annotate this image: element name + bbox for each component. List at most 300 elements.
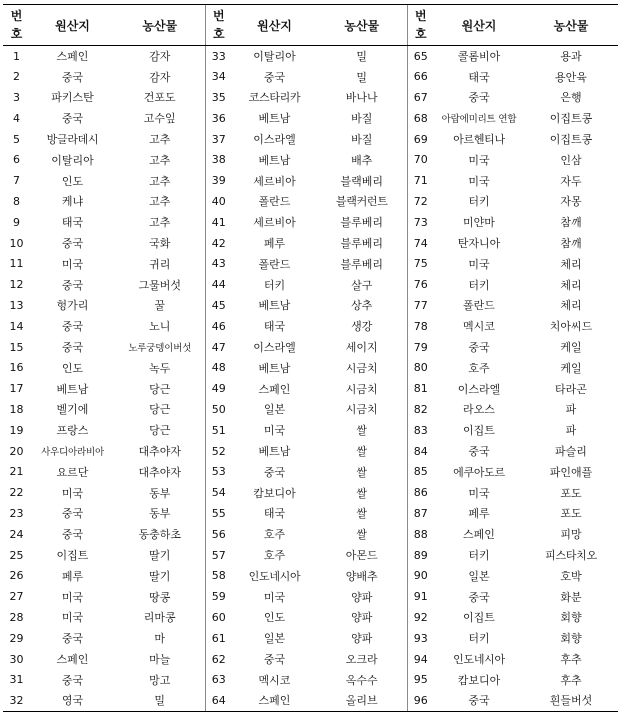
row-product: 노루궁뎅이버섯 <box>128 343 192 355</box>
row-origin: 이탈리아 <box>253 50 296 64</box>
row-origin: 인도네시아 <box>248 569 301 583</box>
row-number: 67 <box>407 87 434 108</box>
row-origin: 일본 <box>263 403 286 417</box>
table-row <box>3 149 618 170</box>
row-number: 92 <box>407 607 434 628</box>
row-origin: 중국 <box>61 112 84 126</box>
row-product: 세이지 <box>345 341 378 355</box>
row-origin: 탄자니아 <box>457 237 501 251</box>
header-origin-3: 원산지 <box>434 5 524 46</box>
row-number: 37 <box>205 129 232 150</box>
header-product-1: 농산물 <box>115 5 205 46</box>
row-product: 회향 <box>560 632 582 646</box>
row-origin: 태국 <box>263 320 286 334</box>
row-origin: 태국 <box>263 507 286 521</box>
table-row <box>3 191 618 212</box>
row-number: 80 <box>407 357 434 378</box>
row-origin: 스페인 <box>232 690 317 711</box>
row-number: 81 <box>407 378 434 399</box>
row-origin: 헝가리 <box>56 299 89 313</box>
row-origin: 요르단 <box>56 465 89 479</box>
row-number: 49 <box>205 378 232 399</box>
row-number: 27 <box>9 590 24 604</box>
row-product: 쌀 <box>356 528 368 542</box>
row-product: 회향 <box>560 611 582 625</box>
row-origin: 태국 <box>468 70 490 84</box>
header-number-bottom: 호 <box>10 27 23 41</box>
row-number: 53 <box>205 461 232 482</box>
row-product: 당근 <box>149 424 171 438</box>
row-number: 88 <box>407 524 434 545</box>
row-product: 쌀 <box>356 424 368 438</box>
row-number: 42 <box>205 233 232 254</box>
row-product: 아몬드 <box>345 549 378 563</box>
row-origin: 방글라데시 <box>46 133 99 147</box>
row-product: 이집트콩 <box>549 133 593 147</box>
row-number: 15 <box>9 340 24 354</box>
row-product: 고추 <box>149 174 171 188</box>
row-origin: 중국 <box>468 341 490 355</box>
row-origin: 호주 <box>263 549 286 563</box>
row-origin: 에쿠아도르 <box>453 465 505 479</box>
table-row <box>3 565 618 586</box>
row-origin: 인도 <box>61 174 84 188</box>
row-number: 38 <box>205 149 232 170</box>
row-number: 95 <box>407 669 434 690</box>
row-product: 양파 <box>351 611 373 625</box>
row-origin: 페루 <box>468 507 490 521</box>
row-number: 36 <box>205 108 232 129</box>
row-number: 19 <box>9 423 24 437</box>
row-origin: 스페인 <box>56 50 89 64</box>
row-product: 녹두 <box>149 361 171 375</box>
row-number: 18 <box>9 402 24 416</box>
row-origin: 중국 <box>468 590 490 604</box>
row-product: 고추 <box>149 195 171 209</box>
table-row <box>3 607 618 628</box>
row-number: 61 <box>205 628 232 649</box>
row-product: 양배추 <box>345 569 378 583</box>
row-product: 감자 <box>149 70 171 84</box>
row-product: 피망 <box>560 528 582 542</box>
row-origin: 중국 <box>61 278 84 292</box>
row-product: 마늘 <box>149 653 171 666</box>
row-number: 71 <box>407 170 434 191</box>
row-origin: 코스타리카 <box>248 91 301 105</box>
row-number: 87 <box>407 503 434 524</box>
row-number: 73 <box>407 212 434 233</box>
table-row <box>3 420 618 441</box>
row-origin: 파키스탄 <box>51 91 94 105</box>
row-origin: 스페인 <box>463 528 495 542</box>
table-row <box>3 524 618 545</box>
row-number: 83 <box>407 420 434 441</box>
row-product: 용안육 <box>555 70 587 84</box>
row-product: 파 <box>565 424 577 438</box>
row-product: 화분 <box>560 590 582 604</box>
row-number: 45 <box>205 295 232 316</box>
row-number: 10 <box>9 236 24 250</box>
table-row <box>3 441 618 462</box>
row-number: 62 <box>205 649 232 670</box>
table-row <box>3 482 618 503</box>
table-row <box>3 461 618 482</box>
row-origin: 벨기에 <box>56 403 89 417</box>
row-origin: 베트남 <box>258 445 291 459</box>
row-number: 74 <box>407 233 434 254</box>
row-origin: 미국 <box>61 590 84 604</box>
row-origin: 콜롬비아 <box>457 50 501 64</box>
row-origin: 이스라엘 <box>253 341 296 355</box>
table-row <box>3 66 618 87</box>
row-origin: 중국 <box>468 91 490 105</box>
row-origin: 이스라엘 <box>253 133 296 147</box>
row-number: 43 <box>205 253 232 274</box>
row-product: 체리 <box>560 278 582 292</box>
row-product: 체리 <box>560 257 582 271</box>
row-origin: 스페인 <box>56 653 89 666</box>
table-row <box>3 669 618 690</box>
row-origin: 중국 <box>263 653 286 666</box>
row-product: 대추야자 <box>138 465 181 479</box>
row-number: 55 <box>205 503 232 524</box>
row-number: 89 <box>407 545 434 566</box>
row-number: 25 <box>9 548 24 562</box>
row-origin: 이집트 <box>463 611 495 625</box>
row-number: 31 <box>9 673 24 687</box>
row-origin: 멕시코 <box>258 673 291 687</box>
row-number: 13 <box>9 298 24 312</box>
row-product: 고추 <box>149 153 171 167</box>
table-row <box>3 295 618 316</box>
row-product: 호박 <box>560 569 582 583</box>
row-product: 동부 <box>149 507 171 521</box>
row-product: 오크라 <box>345 653 378 666</box>
row-origin: 터키 <box>263 278 286 292</box>
row-number: 34 <box>205 66 232 87</box>
row-product: 감자 <box>149 50 171 64</box>
row-origin: 미국 <box>61 257 84 271</box>
row-origin: 이탈리아 <box>51 153 94 167</box>
table-row <box>3 545 618 566</box>
table-row <box>3 233 618 254</box>
row-number: 4 <box>13 111 20 125</box>
row-number: 50 <box>205 399 232 420</box>
row-product: 꿀 <box>154 299 166 313</box>
row-origin: 세르비아 <box>253 216 296 230</box>
row-number: 44 <box>205 274 232 295</box>
row-origin: 일본 <box>263 632 286 646</box>
table-row <box>3 46 618 67</box>
row-origin: 멕시코 <box>463 320 495 334</box>
row-number: 85 <box>407 461 434 482</box>
row-product: 고추 <box>149 133 171 147</box>
origin-table-container <box>3 4 618 709</box>
row-product: 마 <box>154 632 166 646</box>
row-number: 24 <box>9 527 24 541</box>
row-product: 후추 <box>560 673 582 687</box>
header-number-2 <box>205 5 232 46</box>
row-product: 밀 <box>356 50 368 64</box>
row-number: 17 <box>9 382 24 396</box>
origin-product-table <box>3 4 618 712</box>
row-origin: 미국 <box>468 486 490 500</box>
row-origin: 중국 <box>61 341 84 355</box>
table-row <box>3 316 618 337</box>
row-origin: 미국 <box>468 257 490 271</box>
row-origin: 사우디아라비아 <box>41 447 104 459</box>
table-body <box>3 46 618 712</box>
row-product: 치아씨드 <box>549 320 593 334</box>
row-number: 3 <box>13 90 20 104</box>
row-origin: 베트남 <box>258 299 291 313</box>
row-number: 32 <box>3 690 30 711</box>
row-product: 파슬리 <box>555 445 587 459</box>
row-origin: 태국 <box>61 216 84 230</box>
row-product: 후추 <box>560 653 582 666</box>
row-origin: 폴란드 <box>258 257 291 271</box>
row-product: 시금치 <box>345 403 378 417</box>
row-number: 23 <box>9 506 24 520</box>
header-number-3 <box>407 5 434 46</box>
row-product: 올리브 <box>317 690 407 711</box>
row-number: 48 <box>205 357 232 378</box>
row-origin: 중국 <box>468 445 490 459</box>
row-product: 딸기 <box>149 549 171 563</box>
row-number: 82 <box>407 399 434 420</box>
row-number: 30 <box>9 652 24 666</box>
row-origin: 베트남 <box>258 112 291 126</box>
row-product: 포도 <box>560 507 582 521</box>
row-number: 22 <box>9 486 24 500</box>
row-origin: 이집트 <box>56 549 89 563</box>
header-number-1 <box>3 5 30 46</box>
row-number: 68 <box>407 108 434 129</box>
row-number: 14 <box>9 319 24 333</box>
table-row <box>3 108 618 129</box>
table-row <box>3 357 618 378</box>
table-row <box>3 378 618 399</box>
table-row <box>3 503 618 524</box>
table-row <box>3 129 618 150</box>
row-origin: 터키 <box>468 632 490 646</box>
header-product-3: 농산물 <box>524 5 618 46</box>
table-row <box>3 212 618 233</box>
header-number-bottom: 호 <box>414 27 427 41</box>
header-number-top: 번 <box>212 9 225 23</box>
row-number: 5 <box>13 132 20 146</box>
row-product: 생강 <box>351 320 373 334</box>
row-origin: 케냐 <box>61 195 84 209</box>
row-number: 59 <box>205 586 232 607</box>
row-number: 77 <box>407 295 434 316</box>
row-origin: 터키 <box>468 195 490 209</box>
row-product: 자두 <box>560 174 582 188</box>
row-product: 체리 <box>560 299 582 313</box>
row-number: 6 <box>13 153 20 167</box>
row-number: 84 <box>407 441 434 462</box>
row-product: 참깨 <box>560 216 582 230</box>
row-product: 인삼 <box>560 153 582 167</box>
row-number: 2 <box>13 70 20 84</box>
table-row <box>3 586 618 607</box>
row-product: 동부 <box>149 486 171 500</box>
table-row <box>3 87 618 108</box>
row-product: 양파 <box>351 590 373 604</box>
row-product: 리마콩 <box>143 611 176 625</box>
row-origin: 중국 <box>61 528 84 542</box>
row-origin: 미국 <box>263 590 286 604</box>
row-product: 포도 <box>560 486 582 500</box>
row-number: 20 <box>9 444 24 458</box>
row-product: 케일 <box>560 361 582 375</box>
row-product: 바나나 <box>345 91 378 105</box>
row-origin: 중국 <box>434 690 524 711</box>
row-number: 11 <box>9 257 24 271</box>
header-number-bottom: 호 <box>212 27 225 41</box>
row-number: 46 <box>205 316 232 337</box>
header-number-top: 번 <box>414 9 427 23</box>
row-product: 쌀 <box>356 465 368 479</box>
table-row <box>3 274 618 295</box>
row-product: 노니 <box>149 320 171 334</box>
row-origin: 중국 <box>263 465 286 479</box>
row-product: 밀 <box>356 70 368 84</box>
row-origin: 영국 <box>30 690 115 711</box>
row-product: 쌀 <box>356 507 368 521</box>
row-number: 64 <box>205 690 232 711</box>
row-origin: 페루 <box>263 237 286 251</box>
row-product: 상추 <box>351 299 373 313</box>
row-origin: 중국 <box>61 70 84 84</box>
row-origin: 중국 <box>61 237 84 251</box>
row-product: 피스타치오 <box>545 549 597 563</box>
row-product: 동충하초 <box>138 528 181 542</box>
row-product: 파인애플 <box>549 465 593 479</box>
row-origin: 호주 <box>263 528 286 542</box>
row-origin: 이집트 <box>463 424 495 438</box>
row-origin: 캄보디아 <box>253 486 296 500</box>
row-product: 은행 <box>560 91 582 105</box>
table-row <box>3 399 618 420</box>
row-origin: 중국 <box>61 507 84 521</box>
table-row <box>3 649 618 670</box>
row-number: 28 <box>9 610 24 624</box>
row-origin: 폴란드 <box>463 299 495 313</box>
row-number: 90 <box>407 565 434 586</box>
row-number: 66 <box>407 66 434 87</box>
row-number: 54 <box>205 482 232 503</box>
row-number: 57 <box>205 545 232 566</box>
row-number: 60 <box>205 607 232 628</box>
row-origin: 라오스 <box>463 403 495 417</box>
row-number: 69 <box>407 129 434 150</box>
row-origin: 인도 <box>263 611 286 625</box>
table-row <box>3 690 618 711</box>
row-origin: 미국 <box>468 174 490 188</box>
row-origin: 인도네시아 <box>453 653 505 666</box>
row-number: 9 <box>13 215 20 229</box>
row-origin: 베트남 <box>258 361 291 375</box>
row-number: 94 <box>407 649 434 670</box>
row-origin: 터키 <box>468 278 490 292</box>
row-product: 블루베리 <box>340 237 383 251</box>
row-origin: 중국 <box>61 673 84 687</box>
row-number: 35 <box>205 87 232 108</box>
row-number: 91 <box>407 586 434 607</box>
row-number: 47 <box>205 337 232 358</box>
row-product: 타라곤 <box>555 382 587 396</box>
row-origin: 페루 <box>61 569 84 583</box>
table-row <box>3 628 618 649</box>
row-number: 7 <box>13 174 20 188</box>
row-number: 72 <box>407 191 434 212</box>
row-number: 75 <box>407 253 434 274</box>
row-product: 흰들버섯 <box>524 690 618 711</box>
row-product: 고수잎 <box>143 112 176 126</box>
row-product: 땅콩 <box>149 590 171 604</box>
row-product: 살구 <box>351 278 373 292</box>
row-number: 8 <box>13 194 20 208</box>
row-product: 배추 <box>351 153 373 167</box>
row-product: 바질 <box>351 112 373 126</box>
row-number: 1 <box>13 49 20 63</box>
row-number: 70 <box>407 149 434 170</box>
row-product: 용과 <box>560 50 582 64</box>
header-origin-1: 원산지 <box>30 5 115 46</box>
row-product: 당근 <box>149 382 171 396</box>
row-product: 그물버섯 <box>138 278 181 292</box>
row-number: 76 <box>407 274 434 295</box>
row-origin: 미국 <box>263 424 286 438</box>
table-header <box>3 5 618 46</box>
row-origin: 아랍에미리트 연합 <box>441 114 517 126</box>
row-number: 52 <box>205 441 232 462</box>
row-product: 망고 <box>149 673 171 687</box>
row-product: 참깨 <box>560 237 582 251</box>
row-origin: 호주 <box>468 361 490 375</box>
row-number: 96 <box>407 690 434 711</box>
row-number: 41 <box>205 212 232 233</box>
row-number: 93 <box>407 628 434 649</box>
row-product: 시금치 <box>345 382 378 396</box>
row-product: 당근 <box>149 403 171 417</box>
row-product: 양파 <box>351 632 373 646</box>
row-origin: 중국 <box>263 70 286 84</box>
row-product: 대추야자 <box>138 445 181 459</box>
row-origin: 터키 <box>468 549 490 563</box>
row-number: 40 <box>205 191 232 212</box>
row-product: 밀 <box>115 690 205 711</box>
row-product: 이집트콩 <box>549 112 593 126</box>
row-product: 블랙베리 <box>340 174 383 188</box>
row-product: 케일 <box>560 341 582 355</box>
row-product: 국화 <box>149 237 171 251</box>
row-origin: 프랑스 <box>56 424 89 438</box>
row-origin: 일본 <box>468 569 490 583</box>
row-product: 고추 <box>149 216 171 230</box>
row-number: 56 <box>205 524 232 545</box>
row-product: 블루베리 <box>340 257 383 271</box>
row-number: 86 <box>407 482 434 503</box>
table-row <box>3 337 618 358</box>
row-origin: 미국 <box>61 486 84 500</box>
row-number: 16 <box>9 361 24 375</box>
row-number: 63 <box>205 669 232 690</box>
row-product: 쌀 <box>356 486 368 500</box>
row-origin: 인도 <box>61 361 84 375</box>
header-product-2: 농산물 <box>317 5 407 46</box>
